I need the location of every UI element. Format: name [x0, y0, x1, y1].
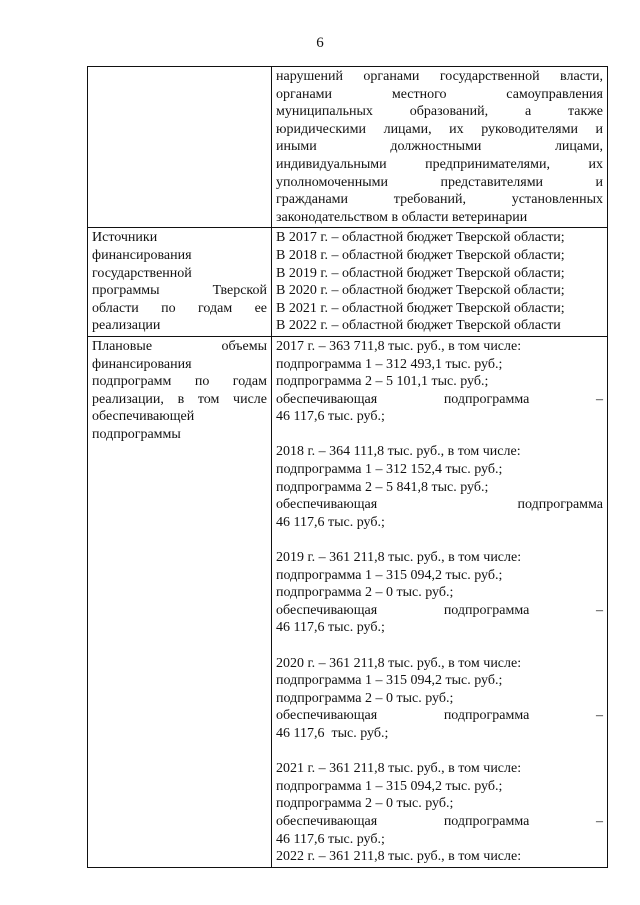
funding-source-line: В 2022 г. – областной бюджет Тверской области	[276, 318, 561, 334]
label-line: подпрограмм по годам	[92, 374, 267, 390]
year-funding-block	[276, 549, 603, 637]
text-line: органами местного самоуправления	[276, 86, 603, 102]
subprogram-1: подпрограмма 1 – 315 094,2 тыс. руб.;	[276, 567, 503, 583]
label-line: подпрограммы	[92, 426, 181, 442]
funding-source-line: В 2017 г. – областной бюджет Тверской области;	[276, 230, 565, 246]
supporting-subprogram-line: обеспечивающая подпрограмма	[276, 497, 603, 513]
subprogram-1: подпрограмма 1 – 312 493,1 тыс. руб.;	[276, 356, 503, 372]
subprogram-2: подпрограмма 2 – 5 101,1 тыс. руб.;	[276, 374, 489, 390]
label-cell	[88, 336, 272, 867]
supporting-subprogram-line: обеспечивающая подпрограмма –	[276, 708, 603, 724]
subprogram-2: подпрограмма 2 – 5 841,8 тыс. руб.;	[276, 479, 489, 495]
label-cell	[88, 67, 272, 228]
text-line: нарушений органами государственной власти,	[276, 69, 603, 84]
subprogram-2: подпрограмма 2 – 0 тыс. руб.;	[276, 796, 454, 812]
text-line: муниципальных образований, а также	[276, 104, 603, 120]
label-line: Плановые объемы	[92, 338, 267, 354]
supporting-subprogram-value: 46 117,6 тыс. руб.;	[276, 725, 389, 741]
text-line: уполномоченными представителями и	[276, 174, 603, 190]
content-cell	[272, 336, 608, 867]
label-cell	[88, 228, 272, 337]
program-passport-table	[87, 66, 608, 868]
supporting-subprogram-value: 46 117,6 тыс. руб.;	[276, 514, 385, 530]
funding-source-line: В 2018 г. – областной бюджет Тверской области;	[276, 247, 565, 263]
year-total: 2021 г. – 361 211,8 тыс. руб., в том числе:	[276, 761, 522, 777]
label-line: финансирования	[92, 247, 192, 263]
label-line: реализации	[92, 318, 161, 334]
label-line: Источники	[92, 230, 158, 246]
table-row	[88, 228, 608, 337]
table-row	[88, 336, 608, 867]
year-total: 2018 г. – 364 111,8 тыс. руб., в том числе:	[276, 444, 521, 460]
supporting-subprogram-line: обеспечивающая подпрограмма –	[276, 602, 603, 618]
content-cell	[272, 67, 608, 228]
label-line: финансирования	[92, 356, 192, 372]
year-funding-block	[276, 443, 603, 531]
supporting-subprogram-line: обеспечивающая подпрограмма –	[276, 813, 603, 829]
text-line: законодательством в области ветеринарии	[276, 209, 528, 225]
subprogram-1: подпрограмма 1 – 312 152,4 тыс. руб.;	[276, 462, 503, 478]
funding-source-line: В 2020 г. – областной бюджет Тверской области;	[276, 283, 565, 299]
text-line: индивидуальными предпринимателями, их	[276, 156, 603, 172]
funding-source-line: В 2019 г. – областной бюджет Тверской области;	[276, 265, 565, 281]
subprogram-1: подпрограмма 1 – 315 094,2 тыс. руб.;	[276, 673, 503, 689]
page-number: 6	[316, 35, 324, 51]
label-line: области по годам ее	[92, 300, 267, 316]
label-line: программы Тверской	[92, 283, 267, 299]
year-funding-block	[276, 760, 603, 848]
supporting-subprogram-value: 46 117,6 тыс. руб.;	[276, 831, 385, 847]
label-line: реализации, в том числе	[92, 391, 267, 407]
supporting-subprogram-value: 46 117,6 тыс. руб.;	[276, 620, 385, 636]
label-line: государственной	[92, 265, 192, 281]
supporting-subprogram-line: обеспечивающая подпрограмма –	[276, 391, 603, 407]
funding-source-line: В 2021 г. – областной бюджет Тверской области;	[276, 300, 565, 316]
year-total: 2017 г. – 363 711,8 тыс. руб., в том числе:	[276, 338, 522, 354]
year-total: 2019 г. – 361 211,8 тыс. руб., в том числе:	[276, 550, 522, 566]
supporting-subprogram-value: 46 117,6 тыс. руб.;	[276, 409, 385, 425]
year-funding-block	[276, 338, 603, 426]
content-cell	[272, 228, 608, 337]
label-line: обеспечивающей	[92, 409, 195, 425]
subprogram-1: подпрограмма 1 – 315 094,2 тыс. руб.;	[276, 778, 503, 794]
table-row	[88, 67, 608, 228]
text-line: юридическими лицами, их руководителями и	[276, 121, 603, 137]
text-line: иными должностными лицами,	[276, 139, 603, 155]
subprogram-2: подпрограмма 2 – 0 тыс. руб.;	[276, 585, 454, 601]
year-funding-block	[276, 655, 603, 743]
subprogram-2: подпрограмма 2 – 0 тыс. руб.;	[276, 690, 454, 706]
text-line: гражданами требований, установленных	[276, 192, 603, 208]
year-total: 2022 г. – 361 211,8 тыс. руб., в том числе:	[276, 849, 522, 865]
year-total: 2020 г. – 361 211,8 тыс. руб., в том числе:	[276, 655, 522, 671]
